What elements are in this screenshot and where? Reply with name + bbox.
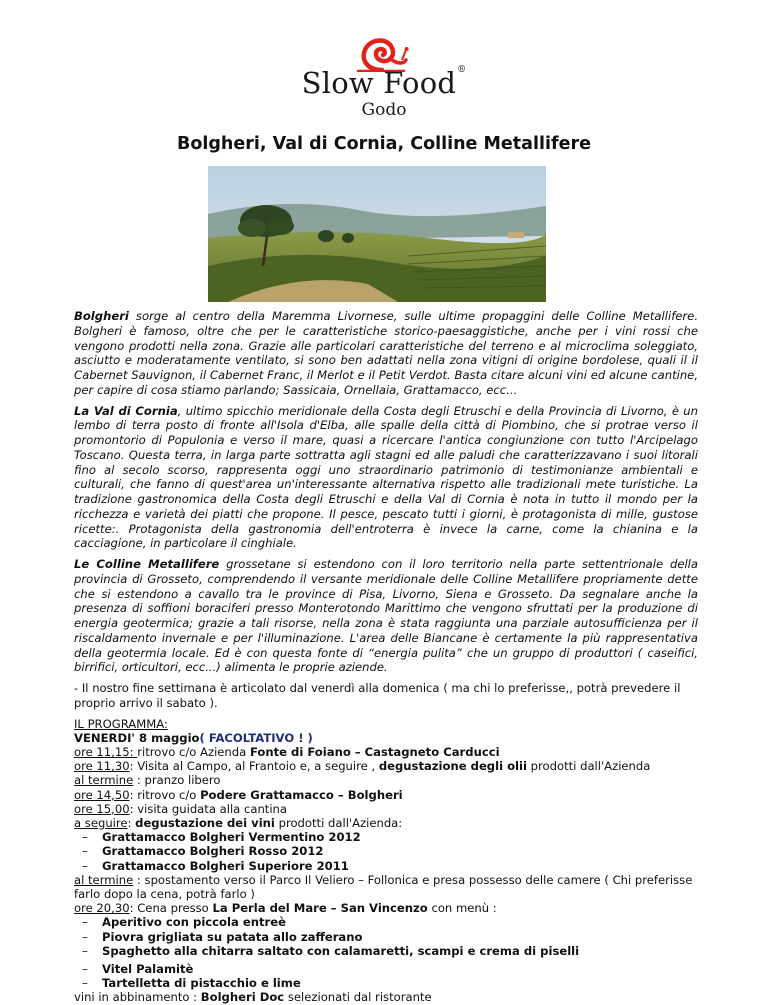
menu-list-item: – Spaghetto alla chitarra saltato con calamaretti, scampi e crema di piselli [74, 944, 698, 958]
menu-list-item: – Aperitivo con piccola entreè [74, 915, 698, 929]
wine-list-item: – Grattamacco Bolgheri Rosso 2012 [74, 844, 698, 858]
program-row: ore 14,50: ritrovo c/o Podere Grattamacco – Bolgheri [74, 787, 403, 802]
menu-list-item: – Tartelletta di pistacchio e lime [74, 976, 698, 990]
program-row: a seguire: degustazione dei vini prodotti dall'Azienda: [74, 815, 403, 830]
chapter-name: Godo [361, 100, 407, 120]
wine-list-item: – Grattamacco Bolgheri Vermentino 2012 [74, 830, 698, 844]
paragraph-weekend-note: - Il nostro fine settimana è articolato dal venerdì alla domenica ( ma chi lo preferisse,, potrà prevedere il proprio arrivo il sabato ). [74, 681, 681, 710]
document-body [74, 309, 698, 1005]
landscape-photo [208, 166, 546, 302]
program-row: ore 15,00: visita guidata alla cantina [74, 801, 288, 816]
paragraph-colline-metallifere: Le Colline Metallifere grossetane si estendono con il loro territorio nella parte settentrionale della provincia di Grosseto, comprendendo il versante meridionale delle Colline Metallifere propriamente dette che si estendono a cavallo tra le province di Pisa, Livorno, Siena e Grosseto. Da segnalare anche la presenza di soffioni boraciferi presso Monterotondo Marittimo che vengono sfruttati per la produzione di energia geotermica; grazie a tali risorse, nella zona è stata raggiunta una parziale autosufficienza per il riscaldamento invernale e per l'illuminazione. L'area delle Biancane è certamente la più rappresentativa della geotermia locale. Ed è con questa fonte di “energia pulita” che un gruppo di produttori ( caseifici, birrifici, orticultori, ecc...) alimenta le proprie aziende. [74, 557, 699, 675]
program-row: ore 20,30: Cena presso La Perla del Mare – San Vincenzo con menù : [74, 901, 497, 916]
paragraph-bolgheri: Bolgheri sorge al centro della Maremma Livornese, sulle ultime propaggini delle Colline Metallifere. Bolgheri è famoso, oltre che per le caratteristiche storico-paesaggistiche, anche per i vini rossi che vengono prodotti nella zona. Grazie alle particolari caratteristiche del terreno e al microclima soleggiato, asciutto e moderatamente ventilato, si sono ben adattati nella zona vitigni di origine bordolese, quali il il Cabernet Sauvignon, il Cabernet Franc, il Merlot e il Petit Verdot. Basta citare alcuni vini ed alcune cantine, per capire di cosa stiamo parlando; Sassicaia, Ornellaia, Grattamacco, ecc... [74, 309, 698, 397]
menu-list-item: – Vitel Palamitè [74, 962, 698, 976]
program-heading: IL PROGRAMMA: [74, 716, 168, 731]
program [74, 717, 698, 1005]
page-title: Bolgheri, Val di Cornia, Colline Metallifere [177, 134, 591, 154]
menu-list-item: – Piovra grigliata su patata allo zafferano [74, 930, 698, 944]
program-row: ore 11,15: ritrovo c/o Azienda Fonte di Foiano – Castagneto Carducci [74, 744, 500, 759]
program-row: ore 11,30: Visita al Campo, al Frantoio e, a seguire , degustazione degli olii prodotti dall'Azienda [74, 759, 651, 774]
paragraph-val-di-cornia: La Val di Cornia, ultimo spicchio meridionale della Costa degli Etruschi e della Provincia di Livorno, è un lembo di terra posto di fronte all'Isola d'Elba, alle spalle della città di Piombino, che si protrae verso il promontorio di Populonia e verso il mare, quasi a ricercare l'antica congiunzione con tutto l'Arcipelago Toscano. Questa terra, in larga parte sottratta agli stagni ed alle paludi che caratterizzavano i suoi litorali fino al secolo scorso, rappresenta oggi uno straordinario patrimonio di testimonianze ambientali e culturali, che fanno di quest'area un'interessante alternativa rispetto alle tradizionali mete turistiche. La tradizione gastronomica della Costa degli Etruschi e della Val di Cornia è nota in tutto il mondo per la ricchezza e varietà dei piatti che propone. Il pesce, pescato tutti i giorni, è protagonista di mille, gustose ricette:. Protagonista della gastronomia dell'entroterra è invece la carne, come la chianina e la cacciagione, in particolare il cinghiale. [74, 403, 698, 551]
program-row: al termine : pranzo libero [74, 773, 221, 788]
wine-list-item: – Grattamacco Bolgheri Superiore 2011 [74, 859, 698, 873]
program-row: vini in abbinamento : Bolgheri Doc selezionati dal ristorante [74, 990, 432, 1005]
program-day: VENERDI' 8 maggio( FACOLTATIVO ! ) [74, 730, 313, 745]
program-row: al termine : spostamento verso il Parco Il Veliero – Follonica e presa possesso delle camere ( Chi preferisse farlo dopo la cena, potrà farlo ) [74, 872, 693, 901]
brand-name: Slow Food® [301, 65, 467, 100]
